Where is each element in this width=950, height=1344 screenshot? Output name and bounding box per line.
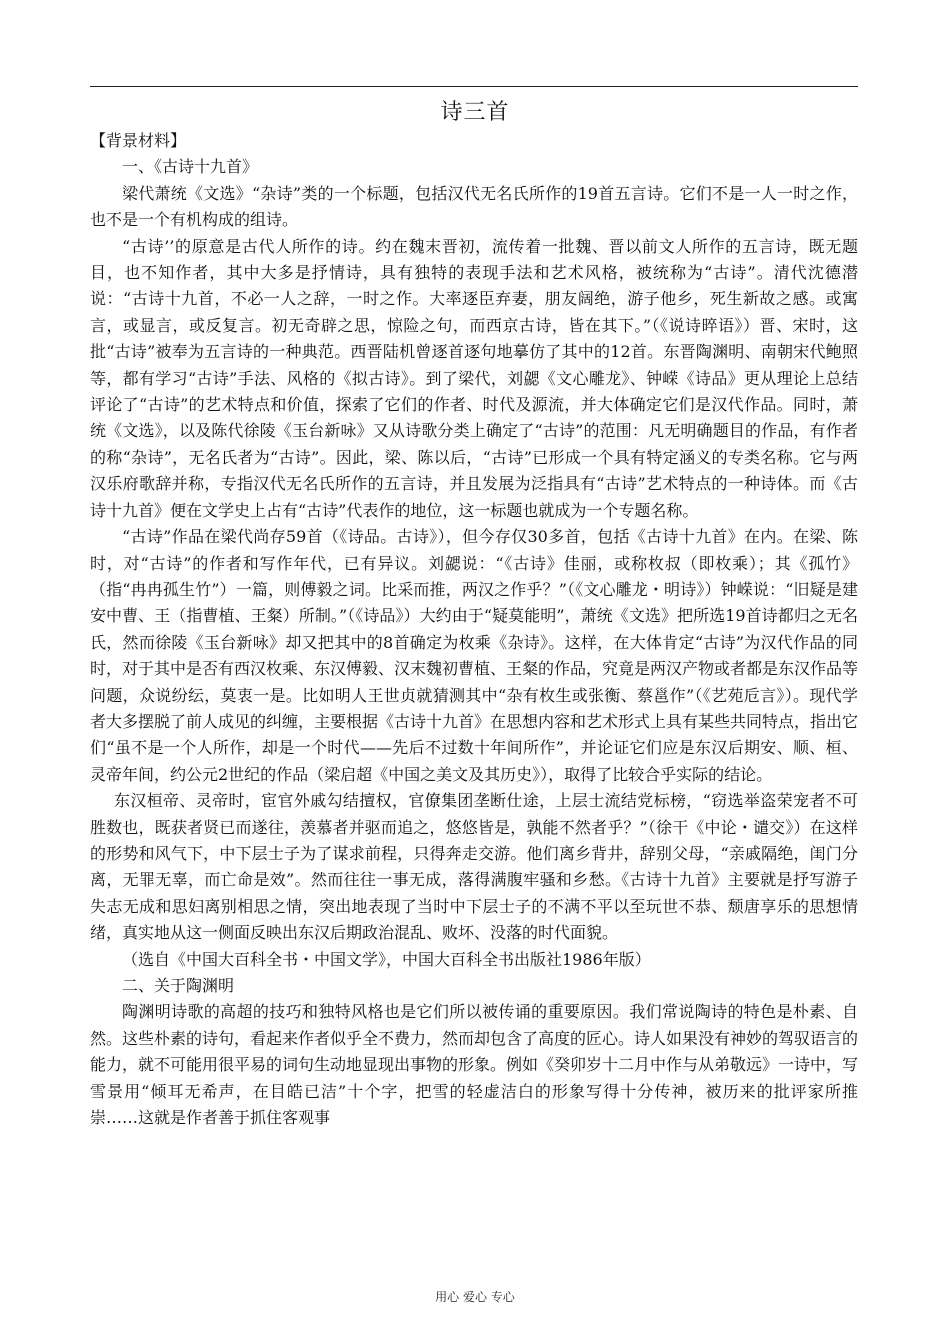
subsection-heading-gushi: 一、《古诗十九首》 bbox=[122, 157, 259, 177]
document-body bbox=[90, 128, 858, 1131]
body-paragraph: “古诗’’的原意是古代人所作的诗。约在魏末晋初，流传着一批魏、晋以前文人所作的五言诗，既无题目，也不知作者，其中大多是抒情诗，具有独特的表现手法和艺术风格，被统称为“古诗”。清代沈德潜说：“古诗十九首，不必一人之辞，一时之作。大率逐臣弃妻，朋友阔绝，游子他乡，死生新故之感。或寓言，或显言，或反复言。初无奇辟之思，惊险之句，而西京古诗，皆在其下。”（《说诗晬语》）晋、宋时，这批“古诗”被奉为五言诗的一种典范。西晋陆机曾逐首逐句地摹仿了其中的12首。东晋陶渊明、南朝宋代鲍照等，都有学习“古诗”手法、风格的《拟古诗》。到了梁代，刘勰《文心雕龙》、钟嵘《诗品》更从理论上总结评论了“古诗”的艺术特点和价值，探索了它们的作者、时代及源流，并大体确定它们是汉代作品。同时，萧统《文选》，以及陈代徐陵《玉台新咏》又从诗歌分类上确定了“古诗”的范围：凡无明确题目的作品，有作者的称“杂诗”，无名氏者为“古诗”。因此，梁、陈以后，“古诗”已形成一个具有特定涵义的专类名称。它与两汉乐府歌辞并称，专指汉代无名氏所作的五言诗，并且发展为泛指具有“古诗”艺术特点的一种诗体。而《古诗十九首》便在文学史上占有“古诗”代表作的地位，这一标题也就成为一个专题名称。 bbox=[90, 236, 858, 520]
body-paragraph: 东汉桓帝、灵帝时，宦官外戚勾结擅权，官僚集团垄断仕途，上层士流结党标榜，“窃选举盗荣宠者不可胜数也，既获者贤已而遂往，羡慕者并驱而追之，悠悠皆是，孰能不然者乎？”（徐干《中论・谴交》）在这样的形势和风气下，中下层士子为了谋求前程，只得奔走交游。他们离乡背井，辞别父母，“亲戚隔绝，闺门分离，无罪无辜，而亡命是效”。然而往往一事无成，落得满腹牢骚和乡愁。《古诗十九首》主要就是抒写游子失志无成和思妇离别相思之情，突出地表现了当时中下层士子的不满不平以至玩世不恭、颓唐享乐的思想情绪，真实地从这一侧面反映出东汉后期政治混乱、败坏、没落的时代面貌。 bbox=[90, 791, 858, 943]
section-heading-background: 【背景材料】 bbox=[90, 131, 187, 150]
header-rule bbox=[90, 86, 858, 87]
source-citation: （选自《中国大百科全书・中国文学》，中国大百科全书出版社1986年版） bbox=[122, 949, 651, 969]
body-paragraph: “古诗”作品在梁代尚存59首（《诗品。古诗》），但今存仅30多首，包括《古诗十九首》在内。在梁、陈时，对“古诗”的作者和写作年代，已有异议。刘勰说：“《古诗》佳丽，或称枚叔（即枚乘）；其《孤竹》（指“冉冉孤生竹”）一篇，则傅毅之词。比采而推，两汉之作乎？”（《文心雕龙・明诗》）钟嵘说：“旧疑是建安中曹、王（指曹植、王粲）所制。”（《诗品》）大约由于“疑莫能明”，萧统《文选》把所选19首诗都归之无名氏，然而徐陵《玉台新咏》却又把其中的8首确定为枚乘《杂诗》。这样，在大体肯定“古诗”为汉代作品的同时，对于其中是否有西汉枚乘、东汉傅毅、汉末魏初曹植、王粲的作品，究竟是两汉产物或者都是东汉作品等问题，众说纷纭，莫衷一是。比如明人王世贞就猜测其中“杂有枚生或张衡、蔡邕作”（《艺苑卮言》）。现代学者大多摆脱了前人成见的纠缠，主要根据《古诗十九首》在思想内容和艺术形式上具有某些共同特点，指出它们“虽不是一个人所作，却是一个时代——先后不过数十年间所作”，并论证它们应是东汉后期安、顺、桓、灵帝年间，约公元2世纪的作品（梁启超《中国之美文及其历史》），取得了比较合乎实际的结论。 bbox=[90, 527, 859, 784]
body-paragraph: 梁代萧统《文选》“杂诗”类的一个标题，包括汉代无名氏所作的19首五言诗。它们不是一人一时之作，也不是一个有机构成的组诗。 bbox=[90, 183, 858, 230]
body-paragraph: 陶渊明诗歌的高超的技巧和独特风格也是它们所以被传诵的重要原因。我们常说陶诗的特色是朴素、自然。这些朴素的诗句，看起来作者似乎全不费力，然而却包含了高度的匠心。诗人如果没有神妙的驾驭语言的能力，就不可能用很平易的词句生动地显现出事物的形象。例如《癸卯岁十二月中作与从弟敬远》一诗中，写雪景用“倾耳无希声，在目皓已洁”十个字，把雪的轻虚洁白的形象写得十分传神，被历来的批评家所推崇……这就是作者善于抓住客观事 bbox=[90, 1002, 859, 1128]
subsection-heading-tao: 二、关于陶渊明 bbox=[122, 976, 235, 995]
page-footer: 用心 爱心 专心 bbox=[435, 1290, 515, 1304]
page-title: 诗三首 bbox=[440, 100, 510, 125]
